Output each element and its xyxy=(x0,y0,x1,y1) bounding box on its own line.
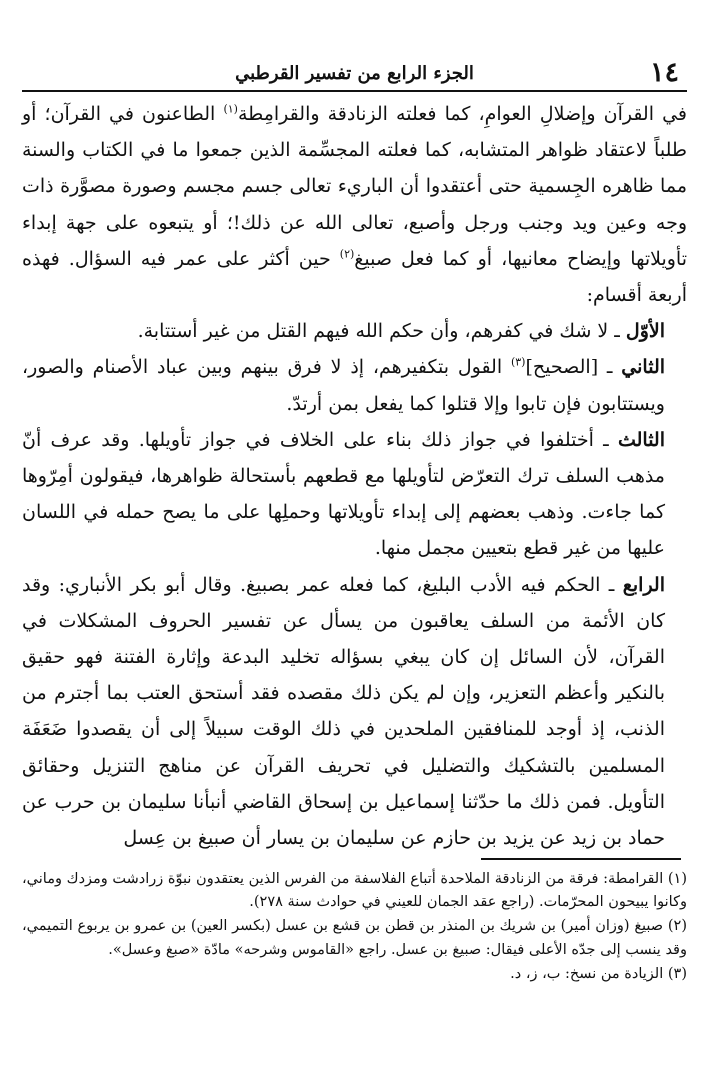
footnote-2-text: صبيغ (وزان أمير) بن شريك بن المنذر بن قطن بن قشع بن عسل (بكسر العين) بن عمرو بن يربوع التميمي، وقد ينسب إلى جدّه الأعلى فيقال: صبيغ بن عسل. راجع «القاموس وشرحه» مادّة «صبغ وعسل». xyxy=(22,918,687,958)
footnote-1-text: القرامطة: فرقة من الزنادقة الملاحدة أتباع الفلاسفة من الفرس الذين يعتقدون نبوّة زرادشت ومزدك وماني، وكانوا يبيحون المحرّمات. (راجع عقد الجمان للعيني في حوادث سنة ٢٧٨). xyxy=(22,871,687,911)
section-third-text: ـ أختلفوا في جواز ذلك بناء على الخلاف في جواز تأويلها. وقد عرف أنّ مذهب السلف ترك التعرّض لتأويلها مع قطعهم بأستحالة ظواهرها، فيقولون أمِرّوها كما جاءت. وذهب بعضهم إلى إبداء تأويلاتها وحملِها على ما يصح حمله في اللسان عليها من غير قطع بتعيين مجمل منها. xyxy=(22,428,665,560)
footnote-2-number: (٢) xyxy=(667,918,687,935)
footnote-3 xyxy=(22,963,687,986)
section-second xyxy=(22,349,687,421)
section-first-label: الأوّل xyxy=(625,320,665,343)
intro-text-1: في القرآن وإضلالِ العوامِ، كما فعلته الزنادقة والقرامِطة xyxy=(237,103,688,125)
section-third-label: الثالث xyxy=(617,428,665,451)
page-header xyxy=(22,56,687,92)
section-first-text: ـ لا شك في كفرهم، وأن حكم الله فيهم القتل من غير أستتابة. xyxy=(137,320,626,343)
footnotes xyxy=(22,868,687,987)
footnote-divider xyxy=(481,858,681,860)
section-second-text-b: القول بتكفيرهم، إذ لا فرق بينهم وبين عباد الأصنام والصور، ويستتابون فإن تابوا وإلا قتلوا كما يفعل بمن أرتدّ. xyxy=(22,356,665,415)
page-number: ١٤ xyxy=(649,57,679,88)
footnote-2 xyxy=(22,915,687,961)
footnote-3-number: (٣) xyxy=(667,965,687,982)
section-fourth-text: ـ الحكم فيه الأدب البليغ، كما فعله عمر بصبيغ. وقال أبو بكر الأنباري: وقد كان الأئمة من السلف يعاقبون من يسأل عن تفسير الحروف المشكلات في القرآن، لأن السائل إن كان يبغي بسؤاله تخليد البدعة وإثارة الفتنة فهو حقيق بالنكير وأعظم التعزير، وإن لم يكن ذلك مقصده فقد أستحق العتب بما أجترم من الذنب، إذ أوجد للمنافقين الملحدين في ذلك الوقت سبيلاً إلى أن يقصدوا ضَعَفَة المسلمين بالتشكيك والتضليل في تحريف القرآن عن مناهج التنزيل وحقائق التأويل. فمن ذلك ما حدّثنا إسماعيل بن إسحاق القاضي أنبأنا سليمان بن حرب عن حماد بن زيد عن يزيد بن حازم عن سليمان بن يسار أن صبيغ بن عِسل xyxy=(22,573,665,850)
footnote-3-text: الزيادة من نسخ: ب، ز، د. xyxy=(510,965,668,982)
running-title: الجزء الرابع من تفسير القرطبي xyxy=(235,63,474,84)
section-third xyxy=(22,422,687,567)
footnote-ref-1: (١) xyxy=(223,102,238,116)
section-fourth-label: الرابع xyxy=(622,573,665,596)
footnote-ref-2: (٢) xyxy=(339,247,355,261)
main-text xyxy=(22,96,687,856)
section-first xyxy=(22,313,687,349)
section-fourth xyxy=(22,567,687,857)
intro-text-3: حين أكثر على عمر فيه السؤال. فهذه أربعة أقسام: xyxy=(22,247,687,307)
intro-text-2: الطاعنون في القرآن؛ أو طلباً لاعتقاد ظواهر المتشابه، كما فعلته المجسِّمة الذين جمعوا ما في الكتاب والسنة مما ظاهره الجِسمية حتى أعتقدوا أن الباريء تعالى جسم مجسم وصورة مصوَّرة ذات وجه وعين ويد وجنب ورجل وأصبع، تعالى الله عن ذلك!؛ أو يتبعوه على جهة إبداء تأويلاتها وإيضاح معانيها، أو كما فعل صبيغ xyxy=(22,103,687,270)
section-second-label: الثاني xyxy=(621,356,666,379)
intro-paragraph xyxy=(22,96,687,313)
footnote-ref-3: (٣) xyxy=(510,356,526,370)
footnote-1 xyxy=(22,868,687,914)
section-second-text-a: ـ [الصحيح] xyxy=(525,356,622,379)
footnote-1-number: (١) xyxy=(667,871,687,887)
